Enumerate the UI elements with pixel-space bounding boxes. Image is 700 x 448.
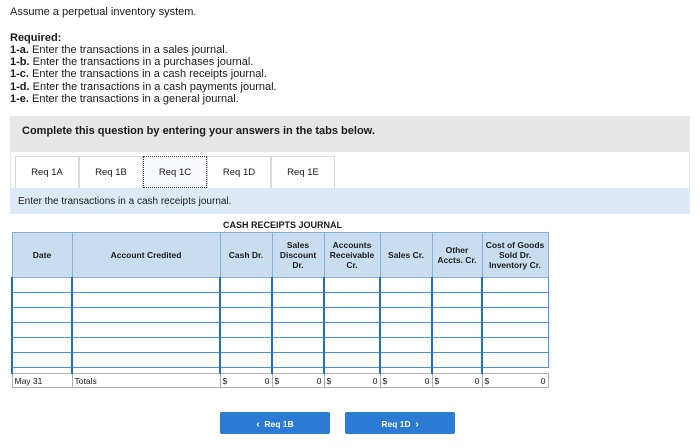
cell-cash [220,323,272,338]
col-header-other: Other Accts. Cr. [432,233,482,278]
required-item-text: Enter the transactions in a cash payments journal. [32,80,277,93]
account-input[interactable] [73,323,219,337]
cell-cash [220,353,272,368]
account-input[interactable] [73,308,219,322]
cogs-input[interactable] [483,323,548,337]
date-input[interactable] [13,323,71,337]
col-header-ar: Accounts Receivable Cr. [324,233,380,278]
cell-cogs [482,353,548,368]
journal-title: CASH RECEIPTS JOURNAL [223,220,343,230]
cash-input[interactable] [221,308,271,322]
currency-sign: $ [382,375,388,386]
sales-input[interactable] [381,323,431,337]
tab-req-1b[interactable]: Req 1B [79,156,143,188]
col-header-cash: Cash Dr. [220,233,272,278]
sales-discount-input[interactable] [273,338,323,352]
chevron-left-icon: ‹ [256,419,260,430]
cell-cash [220,308,272,323]
other-input[interactable] [433,278,481,292]
cell-date [12,293,72,308]
cell-cogs [482,338,548,353]
journal-row [12,353,548,368]
required-item-text: Enter the transactions in a purchases journal. [32,56,254,69]
cell-sales-discount [272,308,324,323]
cell-sales [380,338,432,353]
total-cash-value: 0 [264,375,270,386]
col-header-date: Date [12,233,72,278]
sales-discount-input[interactable] [273,308,323,322]
total-other [432,374,482,388]
chevron-right-icon: › [415,419,419,430]
tab-bar [10,152,690,188]
cogs-input[interactable] [483,278,548,292]
journal-table [11,232,549,388]
other-input[interactable] [433,323,481,337]
cell-date [12,308,72,323]
cell-cogs [482,293,548,308]
tab-req-1d[interactable]: Req 1D [207,156,271,188]
cell-sales-discount [272,293,324,308]
cell-account [72,353,220,368]
sales-discount-input[interactable] [273,323,323,337]
date-input[interactable] [13,353,71,367]
cell-ar [324,323,380,338]
sales-discount-input[interactable] [273,278,323,292]
required-item-text: Enter the transactions in a general journal. [32,92,239,105]
journal-body [12,278,548,388]
required-item [10,56,277,68]
cell-cash [220,338,272,353]
required-item-text: Enter the transactions in a sales journal. [32,44,228,56]
cell-sales [380,353,432,368]
account-input[interactable] [73,353,219,367]
currency-sign: $ [326,375,332,386]
totals-date: May 31 [12,374,72,388]
tab-req-1e[interactable]: Req 1E [271,156,335,188]
cell-cogs [482,278,548,293]
required-item [10,93,277,105]
col-header-sales: Sales Cr. [380,233,432,278]
date-input[interactable] [13,338,71,352]
required-item-tag: 1-d. [10,80,30,93]
required-item-tag: 1-c. [10,68,29,81]
cogs-input[interactable] [483,338,548,352]
cash-input[interactable] [221,353,271,367]
cell-cash [220,278,272,293]
journal-row [12,338,548,353]
tab-req-1a[interactable]: Req 1A [15,156,79,188]
cell-ar [324,278,380,293]
cell-sales [380,293,432,308]
totals-row [12,374,548,388]
required-item [10,44,277,56]
total-ar-value: 0 [372,375,378,386]
journal-row [12,278,548,293]
sales-discount-input[interactable] [273,353,323,367]
required-item-tag: 1-b. [10,56,30,69]
next-button-label: Req 1D [381,419,411,429]
ar-input[interactable] [325,308,379,322]
cell-sales [380,308,432,323]
cell-sales [380,278,432,293]
total-cogs [482,374,548,388]
total-sales-discount-value: 0 [316,375,322,386]
other-input[interactable] [433,353,481,367]
intro-text: Assume a perpetual inventory system. [10,6,197,18]
cell-date [12,353,72,368]
cell-cash [220,293,272,308]
col-header-cogs: Cost of Goods Sold Dr. Inventory Cr. [482,233,548,278]
cell-other [432,278,482,293]
cell-cogs [482,308,548,323]
other-input[interactable] [433,293,481,307]
cell-sales-discount [272,338,324,353]
total-cogs-value: 0 [540,375,546,386]
cell-sales-discount [272,323,324,338]
journal-row [12,308,548,323]
ar-input[interactable] [325,278,379,292]
currency-sign: $ [222,375,228,386]
sales-input[interactable] [381,278,431,292]
prev-button-label: Req 1B [264,419,294,429]
ar-input[interactable] [325,353,379,367]
cogs-input[interactable] [483,353,548,367]
required-item-tag: 1-e. [10,92,29,105]
cell-account [72,308,220,323]
cell-sales-discount [272,278,324,293]
sales-input[interactable] [381,308,431,322]
ar-input[interactable] [325,293,379,307]
total-ar [324,374,380,388]
sales-input[interactable] [381,293,431,307]
instruction-bar: Enter the transactions in a cash receipts journal. [10,188,690,214]
cash-input[interactable] [221,293,271,307]
sales-input[interactable] [381,353,431,367]
cell-sales-discount [272,353,324,368]
cash-input[interactable] [221,278,271,292]
cell-other [432,338,482,353]
required-item [10,81,277,93]
cash-input[interactable] [221,338,271,352]
cell-other [432,293,482,308]
total-cash [220,374,272,388]
ar-input[interactable] [325,338,379,352]
account-input[interactable] [73,278,219,292]
cell-date [12,338,72,353]
col-header-account: Account Credited [72,233,220,278]
total-other-value: 0 [474,375,480,386]
required-list [10,44,277,105]
currency-sign: $ [434,375,440,386]
cell-sales [380,323,432,338]
required-heading: Required: [10,32,62,44]
cell-ar [324,308,380,323]
sales-input[interactable] [381,338,431,352]
cell-other [432,323,482,338]
cell-ar [324,338,380,353]
ar-input[interactable] [325,323,379,337]
tab-req-1c[interactable]: Req 1C [143,156,207,188]
account-input[interactable] [73,293,219,307]
required-item [10,68,277,80]
col-header-sales-discount: Sales Discount Dr. [272,233,324,278]
cell-date [12,278,72,293]
date-input[interactable] [13,278,71,292]
journal-row [12,293,548,308]
required-item-text: Enter the transactions in a cash receipts journal. [32,68,267,81]
cell-date [12,323,72,338]
total-sales [380,374,432,388]
account-input[interactable] [73,338,219,352]
cell-account [72,323,220,338]
cell-other [432,353,482,368]
cell-ar [324,353,380,368]
total-sales-discount [272,374,324,388]
date-input[interactable] [13,293,71,307]
cogs-input[interactable] [483,308,548,322]
other-input[interactable] [433,308,481,322]
currency-sign: $ [274,375,280,386]
cash-input[interactable] [221,323,271,337]
required-item-tag: 1-a. [10,44,29,56]
currency-sign: $ [484,375,490,386]
date-input[interactable] [13,308,71,322]
cogs-input[interactable] [483,293,548,307]
other-input[interactable] [433,338,481,352]
journal-row [12,323,548,338]
cell-ar [324,293,380,308]
cell-account [72,338,220,353]
cell-account [72,293,220,308]
sales-discount-input[interactable] [273,293,323,307]
cell-other [432,308,482,323]
complete-prompt: Complete this question by entering your answers in the tabs below. [10,116,690,152]
next-button[interactable] [345,412,455,434]
totals-label: Totals [72,374,220,388]
cell-cogs [482,323,548,338]
cell-account [72,278,220,293]
total-sales-value: 0 [424,375,430,386]
prev-button[interactable] [220,412,330,434]
cash-receipts-journal [11,232,549,388]
